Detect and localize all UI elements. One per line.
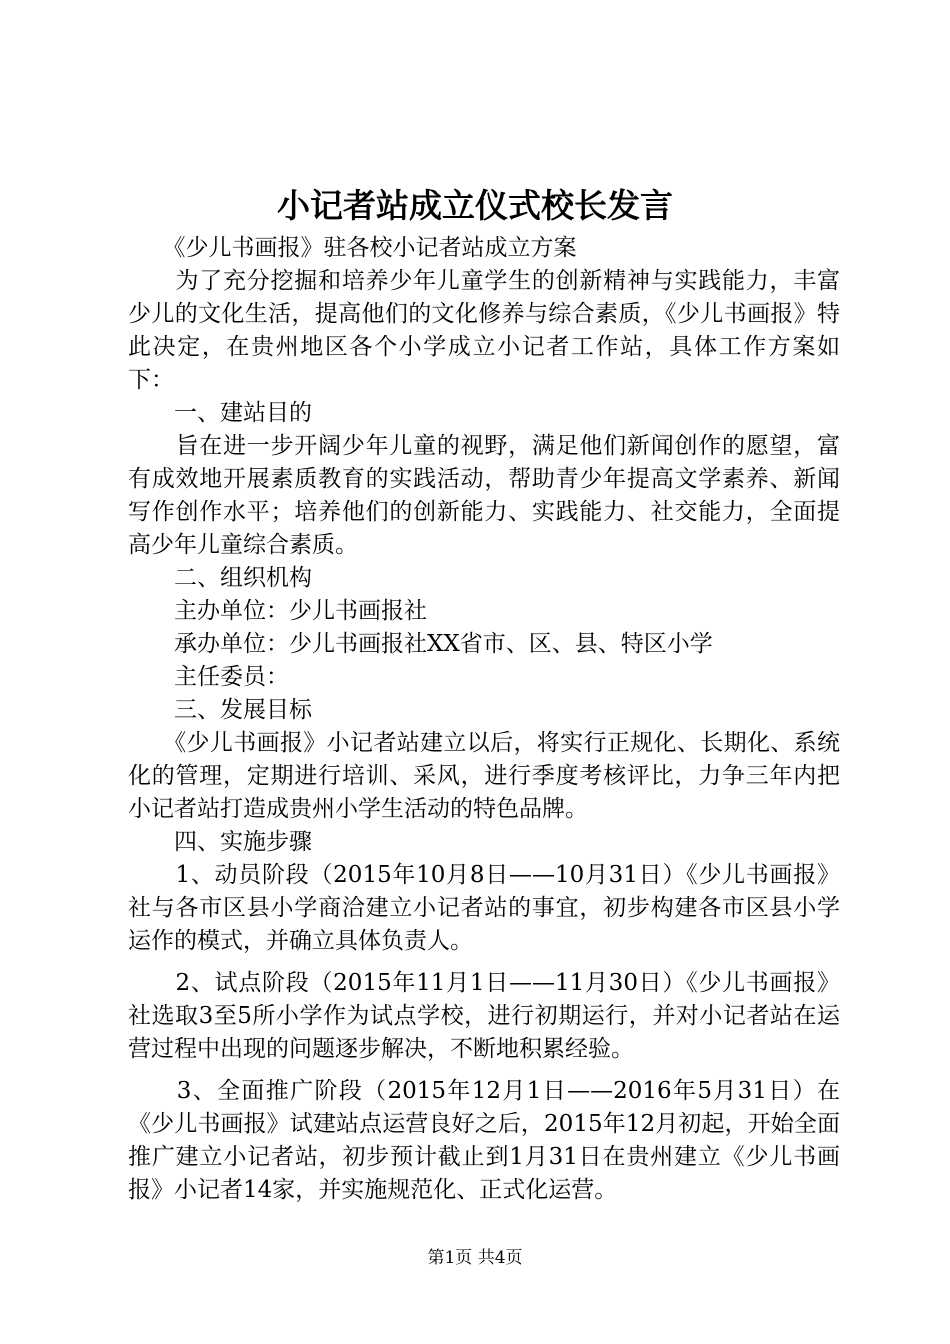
paragraph: 旨在进一步开阔少年儿童的视野，满足他们新闻创作的愿望，富有成效地开展素质教育的实践活动，帮助青少年提高文学素养、新闻写作创作水平；培养他们的创新能力、实践能力、社交能力，全面提高少年儿童综合素质。 xyxy=(128,433,840,558)
paragraph: 主任委员： xyxy=(128,664,289,690)
paragraph: 3、全面推广阶段（2015年12月1日——2016年5月31日）在《少儿书画报》试建站点运营良好之后，2015年12月初起，开始全面推广建立小记者站，初步预计截止到1月31日在贵州建立《少儿书画报》小记者14家，并实施规范化、正式化运营。 xyxy=(128,1078,840,1203)
paragraph: 1、动员阶段（2015年10月8日——10月31日）《少儿书画报》社与各市区县小学商洽建立小记者站的事宜，初步构建各市区县小学运作的模式，并确立具体负责人。 xyxy=(128,862,840,954)
document-body xyxy=(128,232,840,1207)
paragraph: 2、试点阶段（2015年11月1日——11月30日）《少儿书画报》社选取3至5所小学作为试点学校，进行初期运行，并对小记者站在运营过程中出现的问题逐步解决，不断地积累经验。 xyxy=(128,970,840,1062)
paragraph: 主办单位：少儿书画报社 xyxy=(128,598,427,624)
section-heading: 三、发展目标 xyxy=(128,697,312,723)
paragraph: 承办单位：少儿书画报社XX省市、区、县、特区小学 xyxy=(128,631,713,657)
paragraph: 为了充分挖掘和培养少年儿童学生的创新精神与实践能力，丰富少儿的文化生活，提高他们的文化修养与综合素质，《少儿书画报》特此决定，在贵州地区各个小学成立小记者工作站，具体工作方案如下： xyxy=(128,268,840,393)
section-heading: 二、组织机构 xyxy=(128,565,312,591)
section-heading: 四、实施步骤 xyxy=(128,829,312,855)
paragraph: 《少儿书画报》小记者站建立以后，将实行正规化、长期化、系统化的管理，定期进行培训、采风，进行季度考核评比，力争三年内把小记者站打造成贵州小学生活动的特色品牌。 xyxy=(128,730,840,822)
page-footer: 第1页 共4页 xyxy=(427,1248,523,1268)
paragraph: 《少儿书画报》驻各校小记者站成立方案 xyxy=(128,235,577,261)
document-title: 小记者站成立仪式校长发言 xyxy=(277,186,673,225)
section-heading: 一、建站目的 xyxy=(128,400,312,426)
